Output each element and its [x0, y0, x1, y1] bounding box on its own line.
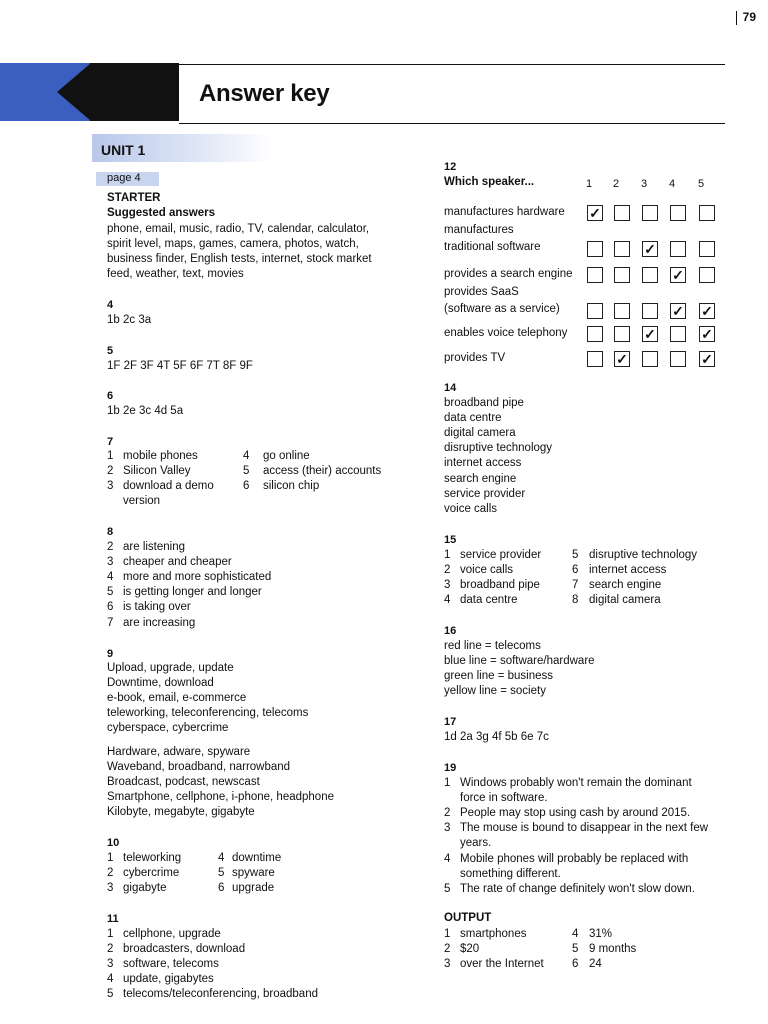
- exercise-8-item-number: 5: [107, 586, 114, 599]
- exercise-10-item-number: 1: [107, 852, 114, 864]
- exercise-11-item-number: 2: [107, 943, 114, 956]
- exercise-7-item: Silicon Valley: [123, 465, 191, 478]
- exercise-19-item: Windows probably won't remain the dominant: [460, 777, 692, 789]
- page-title: Answer key: [199, 80, 330, 107]
- page-number: [736, 10, 756, 25]
- exercise-15-item: internet access: [589, 564, 667, 577]
- exercise-5-answer: 1F 2F 3F 4T 5F 6F 7T 8F 9F: [107, 360, 253, 372]
- empty-checkbox-icon: [587, 267, 603, 283]
- exercise-8-number: 8: [107, 526, 114, 538]
- exercise-19-item: force in software.: [460, 792, 548, 805]
- exercise-8-item-number: 3: [107, 556, 114, 569]
- output-item: 24: [589, 958, 602, 971]
- empty-checkbox-icon: [614, 267, 630, 283]
- exercise-14-item: internet access: [444, 457, 522, 470]
- checked-box-icon: ✓: [699, 326, 715, 342]
- exercise-11-item-number: 4: [107, 973, 114, 986]
- exercise-7-item-number: 2: [107, 465, 114, 478]
- exercise-5-number: 5: [107, 345, 114, 357]
- output-item-number: 4: [572, 928, 579, 940]
- exercise-12-row-label: traditional software: [444, 241, 541, 253]
- exercise-9-line: e-book, email, e-commerce: [107, 692, 247, 705]
- exercise-6-number: 6: [107, 390, 114, 402]
- empty-checkbox-icon: [614, 303, 630, 319]
- output-item-number: 5: [572, 943, 579, 956]
- exercise-9-line: Smartphone, cellphone, i-phone, headphone: [107, 791, 334, 804]
- exercise-7-item-number: 5: [243, 465, 250, 478]
- header-arrow-icon: [57, 63, 91, 121]
- exercise-15-item: search engine: [589, 579, 662, 592]
- exercise-19-item-number: 1: [444, 777, 451, 789]
- exercise-14-number: 14: [444, 382, 457, 394]
- exercise-7-item: silicon chip: [263, 480, 320, 493]
- exercise-15-item: data centre: [460, 594, 518, 607]
- exercise-15-item-number: 5: [572, 549, 579, 561]
- exercise-7-number: 7: [107, 436, 114, 448]
- checked-box-icon: ✓: [642, 326, 658, 342]
- exercise-16-item: yellow line = society: [444, 685, 546, 698]
- exercise-14-item: voice calls: [444, 502, 498, 515]
- exercise-7-item: go online: [263, 450, 310, 462]
- exercise-15-item-number: 1: [444, 549, 451, 561]
- speaker-number-header: 3: [641, 178, 648, 190]
- unit-label: UNIT 1: [101, 142, 146, 158]
- checked-box-icon: ✓: [614, 351, 630, 367]
- exercise-19-number: 19: [444, 762, 457, 774]
- exercise-16-number: 16: [444, 625, 457, 637]
- empty-checkbox-icon: [614, 205, 630, 221]
- checked-box-icon: ✓: [670, 303, 686, 319]
- exercise-16-item: blue line = software/hardware: [444, 655, 595, 668]
- checked-box-icon: ✓: [670, 267, 686, 283]
- empty-checkbox-icon: [642, 351, 658, 367]
- exercise-19-item: The mouse is bound to disappear in the next few: [460, 822, 709, 835]
- exercise-9-number: 9: [107, 648, 114, 660]
- exercise-11-item-number: 5: [107, 988, 114, 1001]
- exercise-8-item: cheaper and cheaper: [123, 556, 232, 569]
- exercise-12-row-label: provides SaaS: [444, 286, 519, 298]
- empty-checkbox-icon: [670, 326, 686, 342]
- empty-checkbox-icon: [699, 241, 715, 257]
- exercise-12-number: 12: [444, 161, 457, 173]
- exercise-14-item: search engine: [444, 472, 517, 485]
- exercise-19-item-number: 5: [444, 882, 451, 895]
- starter-answer-line: business finder, English tests, internet, stock market: [107, 253, 372, 266]
- exercise-19-item: People may stop using cash by around 2015.: [460, 807, 691, 820]
- checked-box-icon: ✓: [699, 351, 715, 367]
- exercise-12-row-label: (software as a service): [444, 303, 560, 315]
- empty-checkbox-icon: [699, 267, 715, 283]
- output-item: smartphones: [460, 928, 527, 940]
- exercise-10-item: spyware: [232, 867, 275, 880]
- starter-heading: STARTER: [107, 192, 161, 204]
- exercise-19-item: something different.: [460, 867, 561, 880]
- starter-answer-line: feed, weather, text, movies: [107, 268, 244, 281]
- exercise-17-answer: 1d 2a 3g 4f 5b 6e 7c: [444, 731, 549, 743]
- exercise-12-row-label: provides TV: [444, 352, 506, 364]
- header-bottom-rule: [179, 123, 725, 124]
- output-item-number: 6: [572, 958, 579, 971]
- exercise-8-item: are increasing: [123, 616, 196, 629]
- exercise-15-item-number: 3: [444, 579, 451, 592]
- exercise-12-row-label: manufactures: [444, 224, 514, 236]
- exercise-11-item: telecoms/teleconferencing, broadband: [123, 988, 318, 1001]
- exercise-11-item: software, telecoms: [123, 958, 219, 971]
- exercise-9-line: Waveband, broadband, narrowband: [107, 761, 291, 774]
- exercise-14-item: digital camera: [444, 427, 516, 440]
- exercise-7-item: access (their) accounts: [263, 465, 382, 478]
- output-item: over the Internet: [460, 958, 544, 971]
- exercise-6-answer: 1b 2e 3c 4d 5a: [107, 405, 184, 417]
- exercise-8-item-number: 4: [107, 571, 114, 584]
- exercise-7-item-number: 6: [243, 480, 250, 493]
- exercise-7-item: download a demo: [123, 480, 214, 493]
- exercise-19-item-number: 2: [444, 807, 451, 820]
- speaker-number-header: 5: [698, 178, 705, 190]
- exercise-14-item: data centre: [444, 412, 502, 425]
- exercise-15-item: service provider: [460, 549, 542, 561]
- output-heading: OUTPUT: [444, 912, 492, 924]
- exercise-10-number: 10: [107, 837, 120, 849]
- exercise-7-item-number: 3: [107, 480, 114, 493]
- exercise-19-item: The rate of change definitely won't slow down.: [460, 882, 695, 895]
- exercise-11-item: broadcasters, download: [123, 943, 246, 956]
- exercise-12-question: Which speaker...: [444, 176, 535, 188]
- exercise-15-item-number: 4: [444, 594, 451, 607]
- exercise-15-item: digital camera: [589, 594, 661, 607]
- exercise-15-item-number: 7: [572, 579, 579, 592]
- exercise-15-item: broadband pipe: [460, 579, 540, 592]
- exercise-7-item: version: [123, 495, 161, 508]
- output-item: 9 months: [589, 943, 637, 956]
- exercise-12-row-label: provides a search engine: [444, 268, 573, 280]
- starter-answer-line: phone, email, music, radio, TV, calendar, calculator,: [107, 223, 370, 235]
- exercise-15-item-number: 8: [572, 594, 579, 607]
- output-item-number: 2: [444, 943, 451, 956]
- empty-checkbox-icon: [587, 351, 603, 367]
- empty-checkbox-icon: [587, 303, 603, 319]
- header-black-block: [90, 63, 179, 121]
- exercise-19-item: Mobile phones will probably be replaced with: [460, 852, 689, 865]
- empty-checkbox-icon: [642, 303, 658, 319]
- output-item: $20: [460, 943, 480, 956]
- exercise-19-item-number: 4: [444, 852, 451, 865]
- empty-checkbox-icon: [614, 326, 630, 342]
- exercise-16-item: red line = telecoms: [444, 640, 541, 652]
- empty-checkbox-icon: [642, 205, 658, 221]
- exercise-19-item-number: 3: [444, 822, 451, 835]
- exercise-10-item-number: 3: [107, 882, 114, 895]
- exercise-11-item: update, gigabytes: [123, 973, 214, 986]
- exercise-19-item: years.: [460, 837, 492, 850]
- speaker-number-header: 1: [586, 178, 593, 190]
- exercise-10-item-number: 2: [107, 867, 114, 880]
- exercise-8-item-number: 7: [107, 616, 114, 629]
- exercise-4-number: 4: [107, 299, 114, 311]
- exercise-10-item-number: 4: [218, 852, 225, 864]
- checked-box-icon: ✓: [699, 303, 715, 319]
- exercise-9-line: Kilobyte, megabyte, gigabyte: [107, 806, 255, 819]
- header-top-rule: [179, 64, 725, 65]
- exercise-15-item-number: 6: [572, 564, 579, 577]
- exercise-8-item: is taking over: [123, 601, 191, 614]
- exercise-9-line: Upload, upgrade, update: [107, 662, 234, 674]
- exercise-16-item: green line = business: [444, 670, 554, 683]
- output-item-number: 1: [444, 928, 451, 940]
- exercise-14-item: disruptive technology: [444, 442, 553, 455]
- exercise-9-line: teleworking, teleconferencing, telecoms: [107, 707, 309, 720]
- speaker-number-header: 4: [669, 178, 676, 190]
- exercise-15-item-number: 2: [444, 564, 451, 577]
- exercise-8-item-number: 2: [107, 541, 114, 553]
- exercise-15-item: disruptive technology: [589, 549, 698, 561]
- exercise-12-row-label: enables voice telephony: [444, 327, 568, 339]
- exercise-12-row-label: manufactures hardware: [444, 206, 565, 218]
- exercise-8-item-number: 6: [107, 601, 114, 614]
- empty-checkbox-icon: [699, 205, 715, 221]
- empty-checkbox-icon: [614, 241, 630, 257]
- checked-box-icon: ✓: [587, 205, 603, 221]
- page-ref-label: page 4: [107, 172, 141, 184]
- exercise-14-item: service provider: [444, 487, 526, 500]
- exercise-9-line: cyberspace, cybercrime: [107, 722, 229, 735]
- exercise-4-answer: 1b 2c 3a: [107, 314, 152, 326]
- exercise-8-item: are listening: [123, 541, 186, 553]
- exercise-7-item-number: 1: [107, 450, 114, 462]
- exercise-9-line: Downtime, download: [107, 677, 214, 690]
- page-number-text: 79: [742, 10, 756, 24]
- exercise-7-item: mobile phones: [123, 450, 198, 462]
- exercise-15-number: 15: [444, 534, 457, 546]
- exercise-8-item: is getting longer and longer: [123, 586, 262, 599]
- speaker-number-header: 2: [613, 178, 620, 190]
- empty-checkbox-icon: [670, 241, 686, 257]
- exercise-9-line: Hardware, adware, spyware: [107, 746, 251, 758]
- checked-box-icon: ✓: [642, 241, 658, 257]
- exercise-7-item-number: 4: [243, 450, 250, 462]
- exercise-10-item-number: 6: [218, 882, 225, 895]
- exercise-14-item: broadband pipe: [444, 397, 524, 409]
- exercise-10-item: cybercrime: [123, 867, 180, 880]
- exercise-10-item: gigabyte: [123, 882, 167, 895]
- output-item: 31%: [589, 928, 613, 940]
- exercise-10-item: teleworking: [123, 852, 182, 864]
- exercise-17-number: 17: [444, 716, 457, 728]
- empty-checkbox-icon: [670, 351, 686, 367]
- exercise-15-item: voice calls: [460, 564, 514, 577]
- empty-checkbox-icon: [642, 267, 658, 283]
- exercise-10-item: downtime: [232, 852, 282, 864]
- exercise-9-line: Broadcast, podcast, newscast: [107, 776, 260, 789]
- empty-checkbox-icon: [587, 326, 603, 342]
- empty-checkbox-icon: [587, 241, 603, 257]
- exercise-8-item: more and more sophisticated: [123, 571, 272, 584]
- exercise-10-item-number: 5: [218, 867, 225, 880]
- starter-subheading: Suggested answers: [107, 207, 216, 219]
- starter-answer-line: spirit level, maps, games, camera, photos, watch,: [107, 238, 359, 251]
- exercise-10-item: upgrade: [232, 882, 275, 895]
- exercise-11-item: cellphone, upgrade: [123, 928, 221, 940]
- output-item-number: 3: [444, 958, 451, 971]
- exercise-11-number: 11: [107, 913, 119, 925]
- empty-checkbox-icon: [670, 205, 686, 221]
- exercise-11-item-number: 1: [107, 928, 114, 940]
- exercise-11-item-number: 3: [107, 958, 114, 971]
